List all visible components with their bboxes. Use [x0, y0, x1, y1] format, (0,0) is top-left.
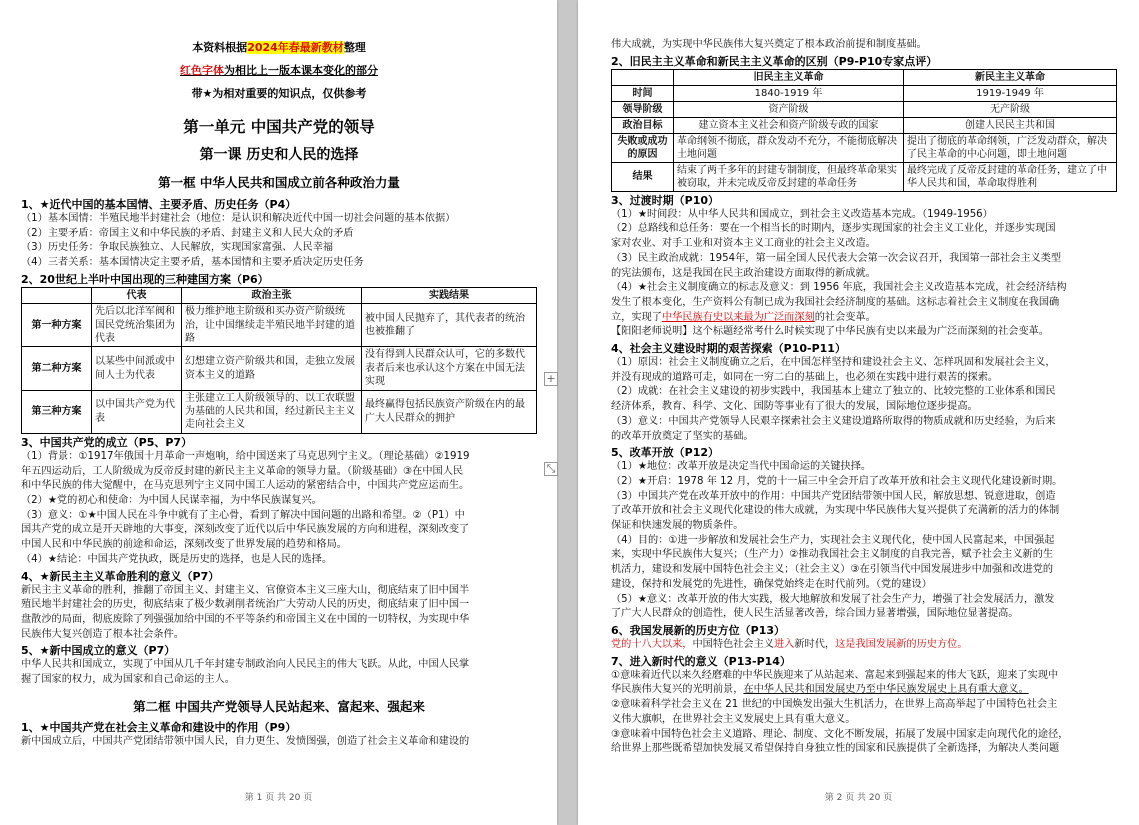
table-cell: 第一种方案	[22, 304, 92, 347]
text-line: （2）★党的初心和使命：为中国人民谋幸福，为中华民族谋复兴。	[21, 494, 322, 506]
table-header-row	[612, 69, 1117, 85]
text-line: 发生了根本变化，生产资料公有制已成为我国社会经济制度的基础。这标志着社会主义制度在我国确	[611, 296, 1060, 308]
text-line: 机活力，建设和发展中国特色社会主义；（社会主义）③在引领当代中国发展进步中加强和改进党的	[611, 564, 1054, 576]
text-line: （2）主要矛盾：帝国主义和中华民族的矛盾、封建主义和人民大众的矛盾	[21, 227, 354, 239]
text-line: （3）民主政治成就：1954年，第一届全国人民代表大会第一次会议召开，我国第一部社会主义类型	[611, 252, 1062, 264]
text-line: 【阳阳老师说明】这个标题经常考什么时候实现了中华民族有史以来最为广泛而深刻的社会变革。	[611, 326, 1050, 338]
text-line: （2）总路线和总任务：要在一个相当长的时期内，逐步实现国家的社会主义工业化，并逐步实现国	[611, 223, 1056, 235]
text-line: ①意味着近代以来久经磨难的中华民族迎来了从站起来、富起来到强起来的伟大飞跃，迎来了实现中	[611, 669, 1059, 681]
text-line: 的宪法颁布，这是我国在民主政治建设方面取得的新成就。	[611, 267, 876, 279]
section-body	[611, 356, 1117, 444]
add-icon[interactable]: +	[544, 372, 558, 386]
section-heading: 7、进入新时代的意义（P13-P14）	[611, 654, 791, 668]
section-heading: 4、★新民主主义革命胜利的意义（P7）	[21, 569, 220, 583]
red-text-span: 进入	[774, 638, 795, 650]
section-heading: 3、过渡时期（P10）	[611, 193, 720, 207]
section-body	[21, 450, 537, 568]
table-cell: 结束了两千多年的封建专制制度，但最终革命果实被窃取，并未完成反帝反封建的革命任务	[674, 162, 904, 191]
table-cell: 第二种方案	[22, 347, 92, 390]
text-line: （3）意义：中国共产党领导人民艰辛探索社会主义建设道路所取得的物质成就和历史经验，为后来	[611, 415, 1056, 427]
resize-icon[interactable]: ⤡	[544, 462, 558, 476]
table-cell: 最终完成了反帝反封建的革命任务，建立了中华人民共和国，革命取得胜利	[904, 162, 1117, 191]
text-line: 新中国成立后，中国共产党团结带领中国人民，自力更生、发愤图强，创造了社会主义革命和建设的	[21, 735, 470, 747]
text-line: 家对农业、对手工业和对资本主义工商业的社会主义改造。	[611, 238, 876, 250]
text-line: （4）★社会主义制度确立的标志及意义：到 1956 年底，我国社会主义改造基本完成，社会经济结构	[611, 282, 1067, 294]
table-row	[612, 117, 1117, 133]
section-heading: 3、中国共产党的成立（P5、P7）	[21, 435, 193, 449]
text-span: 中国特色社会主义	[692, 638, 774, 650]
table-cell: 提出了彻底的革命纲领，广泛发动群众，解决了民主革命的中心问题，即土地问题	[904, 133, 1117, 162]
text-line: 中华人民共和国成立，实现了中国从几千年封建专制政治向人民民主的伟大飞跃。从此，中国人民掌	[21, 659, 470, 671]
highlight-text: 2024年春最新教材	[247, 41, 344, 54]
text-line: 国共产党的成立是开天辟地的大事变，深刻改变了近代以后中华民族发展的方向和进程，深刻改变了	[21, 524, 470, 536]
text-line: （4）★结论：中国共产党执政，既是历史的选择，也是人民的选择。	[21, 553, 333, 565]
text-line: 来，实现中华民族伟大复兴；（生产力）②推动我国社会主义制度的自我完善，赋予社会主义新的生	[611, 549, 1054, 561]
text-line: 保证和快速发展的物质条件。	[611, 520, 744, 532]
table-header-cell: 政治主张	[182, 287, 362, 303]
table-cell: 幻想建立资产阶级共和国，走独立发展资本主义的道路	[182, 347, 362, 390]
table-row	[612, 101, 1117, 117]
section-heading: 1、★近代中国的基本国情、主要矛盾、历史任务（P4）	[21, 198, 297, 211]
table-cell: 领导阶级	[612, 101, 674, 117]
table-row	[22, 390, 537, 433]
text-line: （3）历史任务：争取民族独立、人民解放，实现国家富强、人民幸福	[21, 242, 334, 254]
section-heading: 1、★中国共产党在社会主义革命和建设中的作用（P9）	[21, 720, 297, 734]
table-cell: 政治目标	[612, 117, 674, 133]
header-text: 整理	[343, 41, 366, 54]
text-line	[611, 311, 1117, 326]
section-heading: 5、★新中国成立的意义（P7）	[21, 644, 176, 658]
text-line: 殖民地半封建社会的历史，彻底结束了极少数剥削者统治广大劳动人民的历史，彻底结束了旧中国一	[21, 599, 470, 611]
table-header-row	[22, 287, 537, 303]
section-body	[611, 460, 1117, 622]
table-cell: 革命纲领不彻底，群众发动不充分，不能彻底解决土地问题	[674, 133, 904, 162]
text-line: 的改革开放奠定了坚实的基础。	[611, 430, 754, 442]
section-heading: 2、20世纪上半叶中国出现的三种建国方案（P6）	[21, 272, 269, 286]
text-line: ③意味着中国特色社会主义道路、理论、制度、文化不断发展，拓展了发展中国家走向现代化的途径，	[611, 728, 1069, 740]
section-body	[21, 658, 537, 687]
text-line: （2）成就：在社会主义建设的初步实践中，我国基本上建立了独立的、比较完整的工业体系和国民	[611, 386, 1056, 398]
table-cell: 无产阶级	[904, 101, 1117, 117]
text-line: ②意味着科学社会主义在 21 世纪的中国焕发出强大生机活力，在世界上高高举起了中国特色社会主	[611, 699, 1058, 711]
text-line: （1）★时间段：从中华人民共和国成立，到社会主义改造基本完成。（1949-1956）	[611, 208, 993, 220]
text-line: （3）意义：①★中国人民在斗争中就有了主心骨，看到了解决中国问题的出路和希望。②（P1）中	[21, 509, 465, 521]
text-line: （5）★意义：改革开放的伟大实践，极大地解放和发展了社会生产力，增强了社会发展活力，激发	[611, 593, 1055, 605]
text-line: 了改革开放和社会主义现代化建设的伟大成就，为实现中华民族伟大复兴提供了充满新的活力的体制	[611, 505, 1060, 517]
table-cell: 极力维护地主阶级和买办资产阶级统治，让中国继续走半殖民地半封建的道路	[182, 304, 362, 347]
text-line: （1）背景：①1917年俄国十月革命一声炮响，给中国送来了马克思列宁主义。（理论基础）②1919	[21, 450, 470, 462]
text-line: （1）★地位：改革开放是决定当代中国命运的关键抉择。	[611, 461, 872, 473]
text-line	[611, 683, 1117, 698]
table-header-cell: 代表	[92, 287, 182, 303]
section-heading: 2、旧民主主义革命和新民主主义革命的区别（P9-P10专家点评）	[611, 54, 938, 68]
section-heading: 6、我国发展新的历史方位（P13）	[611, 623, 786, 637]
table-cell: 先后以北洋军阀和国民党统治集团为代表	[92, 304, 182, 347]
text-line: 民族伟大复兴创造了根本社会条件。	[21, 628, 184, 640]
text-span: 立，实现了	[611, 311, 662, 323]
text-line: 盘散沙的局面，彻底废除了列强强加给中国的不平等条约和帝国主义在中国的一切特权，为实现中华	[21, 613, 470, 625]
text-line: 经济体系，教育、科学、文化、国防等事业有了很大的发展，国际地位逐步提高。	[611, 401, 978, 413]
table-cell: 被中国人民抛弃了，其代表者的统治也被推翻了	[362, 304, 537, 347]
document-page-1	[0, 0, 557, 825]
table-cell: 没有得到人民群众认可，它的多数代表者后来也承认这个方案在中国无法实现	[362, 347, 537, 390]
table-row	[612, 85, 1117, 101]
text-line: 给世界上那些既希望加快发展又希望保持自身独立性的国家和民族提供了全新选择，为解决人类问题	[611, 743, 1060, 755]
table-cell: 时间	[612, 85, 674, 101]
section-heading: 5、改革开放（P12）	[611, 446, 720, 460]
text-line: （2）★开启：1978 年 12 月，党的十一届三中全会开启了改革开放和社会主义现代化建设新时期。	[611, 475, 1063, 487]
header-text: 为相比上一版本课本变化的部分	[224, 64, 378, 77]
table-header-cell	[612, 69, 674, 85]
text-line: 了广大人民群众的创造性，使人民生活显著改善，综合国力显著增强，国际地位显著提高。	[611, 608, 1019, 620]
table-row	[22, 304, 537, 347]
lesson-title: 第一课 历史和人民的选择	[199, 147, 359, 163]
text-line: （4）三者关系：基本国情决定主要矛盾，基本国情和主要矛盾决定历史任务	[21, 257, 364, 269]
table-row	[612, 162, 1117, 191]
table-cell: 1840-1919 年	[674, 85, 904, 101]
frame-title: 第二框 中国共产党领导人民站起来、富起来、强起来	[133, 698, 425, 714]
text-line: 伟大成就，为实现中华民族伟大复兴奠定了根本政治前提和制度基础。	[611, 39, 927, 50]
text-line: （4）目的：①进一步解放和发展社会生产力，实现社会主义现代化，使中国人民富起来，中国强起	[611, 534, 1055, 546]
table-header-cell: 新民主主义革命	[904, 69, 1117, 85]
page-1-content	[21, 40, 537, 749]
table-cell: 主张建立工人阶级领导的、以工农联盟为基础的人民共和国，经过新民主主义走向社会主义	[182, 390, 362, 433]
header-line-2	[21, 63, 537, 78]
section-body	[21, 584, 537, 643]
revolutions-table	[611, 69, 1117, 192]
table-cell: 资产阶级	[674, 101, 904, 117]
text-line: （3）中国共产党在改革开放中的作用：中国共产党团结带领中国人民，解放思想、锐意进取，创造	[611, 490, 1056, 502]
document-page-2	[578, 0, 1139, 825]
section-body	[611, 208, 1117, 340]
table-cell: 创建人民民主共和国	[904, 117, 1117, 133]
table-row	[22, 347, 537, 390]
text-line: 年五四运动后，工人阶级成为反帝反封建的新民主主义革命的领导力量。（阶级基础）③在中国人民	[21, 465, 464, 477]
page-footer: 第 1 页 共 20 页	[244, 793, 313, 803]
red-font-label: 红色字体	[180, 64, 224, 77]
page-2-content	[611, 38, 1117, 757]
text-line: 新民主主义革命的胜利，推翻了帝国主义、封建主义、官僚资本主义三座大山，彻底结束了旧中国半	[21, 584, 470, 596]
section-body	[21, 212, 537, 271]
table-cell: 最终赢得包括民族资产阶级在内的最广大人民群众的拥护	[362, 390, 537, 433]
table-header-cell: 旧民主主义革命	[674, 69, 904, 85]
page-footer: 第 2 页 共 20 页	[824, 793, 893, 803]
text-line	[611, 638, 1117, 653]
frame-title: 第一框 中华人民共和国成立前各种政治力量	[158, 175, 400, 190]
header-line-3: 带★为相对重要的知识点，仅供参考	[191, 87, 367, 100]
text-line: 建设，保持和发展党的先进性，确保党始终走在时代前列。（党的建设）	[611, 578, 932, 590]
text-span: 的社会变革。	[814, 311, 876, 323]
table-cell: 第三种方案	[22, 390, 92, 433]
red-text-span: 这是我国发展新的历史方位。	[835, 638, 968, 650]
header-text: 本资料根据	[192, 41, 248, 54]
table-cell: 结果	[612, 162, 674, 191]
plans-table	[21, 287, 537, 434]
text-line: （1）原因：社会主义制度确立之后，在中国怎样坚持和建设社会主义、怎样巩固和发展社会主义，	[611, 357, 1056, 369]
table-header-cell	[22, 287, 92, 303]
table-cell: 以中国共产党为代表	[92, 390, 182, 433]
table-cell: 建立资本主义社会和资产阶级专政的国家	[674, 117, 904, 133]
underlined-text-span: 在中华人民共和国发展史乃至中华民族发展史上具有重大意义。	[743, 684, 1029, 696]
text-line: （1）基本国情：半殖民地半封建社会（地位：是认识和解决近代中国一切社会问题的基本依据）	[21, 213, 456, 224]
table-header-cell: 实践结果	[362, 287, 537, 303]
text-span: 新时代，	[794, 638, 836, 650]
text-line: 义伟大旗帜，在世界社会主义发展史上具有重大意义。	[611, 713, 856, 725]
table-cell: 以某些中间派或中间人士为代表	[92, 347, 182, 390]
text-line: 并没有现成的道路可走，如同在一穷二白的基础上，也必须在实践中进行艰苦的探索。	[611, 371, 999, 383]
header-line-1	[21, 40, 537, 55]
text-line: 中国人民和中华民族的前途和命运，深刻改变了世界发展的趋势和格局。	[21, 539, 347, 551]
section-heading: 4、社会主义建设时期的艰苦探索（P10-P11）	[611, 342, 846, 356]
red-text-span: 中华民族有史以来最为广泛而深刻	[661, 311, 815, 323]
table-row	[612, 133, 1117, 162]
text-line: 握了国家的权力，成为国家和自己命运的主人。	[21, 674, 235, 686]
unit-title: 第一单元 中国共产党的领导	[183, 118, 375, 136]
table-cell: 失败或成功的原因	[612, 133, 674, 162]
text-span: 华民族伟大复兴的光明前景，	[611, 684, 744, 696]
red-text-span: 党的十八大以来，	[611, 638, 693, 650]
section-body	[611, 669, 1117, 757]
text-line: 和中华民族的伟大觉醒中，在马克思列宁主义同中国工人运动的紧密结合中，中国共产党应运而生。	[21, 480, 470, 492]
table-cell: 1919-1949 年	[904, 85, 1117, 101]
